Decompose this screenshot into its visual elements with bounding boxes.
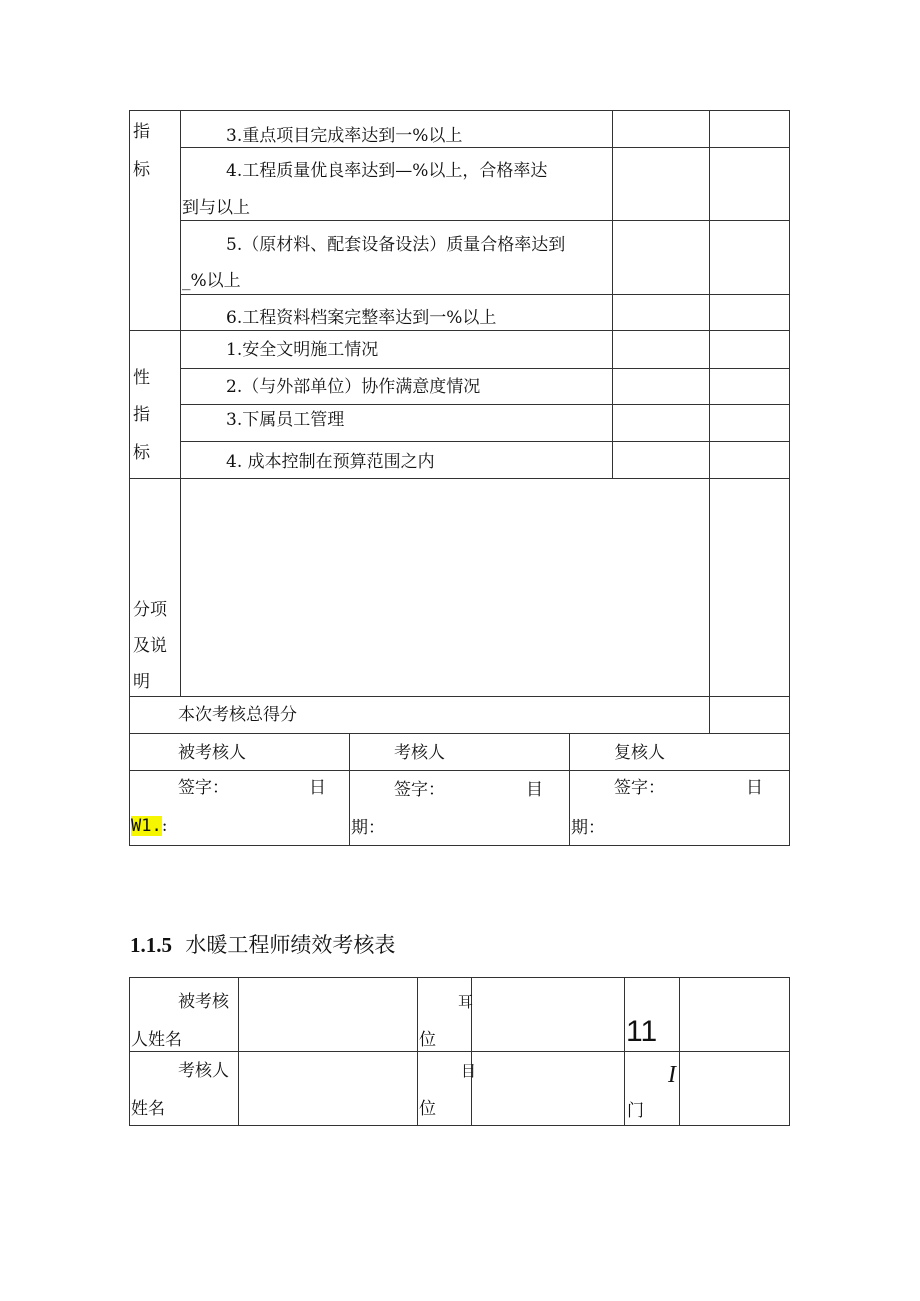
indicator-item: 4.工程质量优良率达到—%以上，合格率达 — [226, 161, 548, 181]
date-continuation — [131, 816, 167, 836]
category-label: 标 — [133, 160, 150, 180]
signature-label: 签字： — [614, 778, 665, 798]
table-rule — [129, 845, 790, 846]
indicator-item: 2.（与外部单位）协作满意度情况 — [226, 377, 481, 397]
table-rule — [569, 733, 570, 846]
section-title: 水暖工程师绩效考核表 — [185, 933, 396, 957]
field-label: 目 — [461, 1062, 477, 1080]
table-rule — [679, 977, 680, 1126]
table-rule — [624, 977, 625, 1126]
category-label: 及说 — [133, 636, 167, 656]
table-rule — [789, 110, 790, 846]
field-label: 门 — [627, 1101, 644, 1121]
table-rule — [417, 977, 418, 1126]
section-number: 1.1.5 — [130, 933, 172, 957]
signature-column-header: 被考核人 — [178, 743, 246, 763]
field-label: 人姓名 — [131, 1030, 182, 1050]
field-value: I — [668, 1062, 676, 1088]
table-rule — [180, 147, 790, 148]
indicator-item: 1.安全文明施工情况 — [226, 340, 379, 360]
table-rule — [180, 220, 790, 221]
indicator-item: 5.（原材料、配套设备设法）质量合格率达到 — [226, 235, 566, 255]
date-continuation: 期： — [351, 818, 385, 838]
indicator-item: _%以上 — [182, 271, 241, 291]
category-label: 分项 — [133, 600, 167, 620]
table-rule — [180, 368, 790, 369]
field-label: 位 — [419, 1030, 436, 1050]
table-rule — [129, 1125, 790, 1126]
date-colon: : — [161, 816, 168, 836]
category-label: 明 — [133, 672, 150, 692]
field-label: 被考核 — [178, 992, 229, 1012]
date-continuation: 期： — [571, 818, 605, 838]
indicator-item: 3.下属员工管理 — [226, 410, 345, 430]
field-label: 位 — [419, 1099, 436, 1119]
field-label: 考核人 — [178, 1061, 229, 1081]
indicator-item: 到与以上 — [182, 198, 250, 218]
table-rule — [238, 977, 239, 1126]
table-rule — [180, 404, 790, 405]
field-value: 11 — [626, 1015, 658, 1048]
indicator-item: 6.工程资料档案完整率达到一%以上 — [226, 308, 497, 328]
table-rule — [709, 110, 710, 734]
signature-label: 签字： — [178, 778, 229, 798]
table-rule — [129, 110, 790, 111]
highlighted-text: W1. — [131, 816, 162, 836]
indicator-item: 3.重点项目完成率达到一%以上 — [226, 126, 463, 146]
table-rule — [129, 330, 790, 331]
table-rule — [789, 977, 790, 1126]
signature-label: 签字： — [394, 780, 445, 800]
signature-column-header: 考核人 — [394, 743, 445, 763]
signature-column-header: 复核人 — [614, 743, 665, 763]
section-heading — [130, 932, 395, 958]
total-score-label: 本次考核总得分 — [178, 705, 297, 725]
category-label: 指 — [133, 122, 150, 142]
table-rule — [612, 110, 613, 479]
table-rule — [129, 110, 130, 846]
date-label: 日 — [746, 778, 763, 798]
field-label: 姓名 — [131, 1099, 165, 1119]
category-label: 指 — [133, 405, 150, 425]
category-label: 性 — [133, 368, 150, 388]
table-rule — [129, 977, 130, 1126]
table-rule — [129, 478, 790, 479]
table-rule — [129, 733, 790, 734]
table-rule — [180, 294, 790, 295]
table-rule — [129, 770, 790, 771]
table-rule — [129, 1051, 790, 1052]
field-label: 耳 — [458, 993, 474, 1011]
table-rule — [349, 733, 350, 846]
table-rule — [180, 110, 181, 697]
date-label: 日 — [309, 778, 326, 798]
table-rule — [129, 977, 790, 978]
table-rule — [129, 696, 790, 697]
table-rule — [180, 441, 790, 442]
date-label: 目 — [526, 780, 543, 800]
indicator-item: 4. 成本控制在预算范围之内 — [226, 452, 435, 472]
category-label: 标 — [133, 443, 150, 463]
